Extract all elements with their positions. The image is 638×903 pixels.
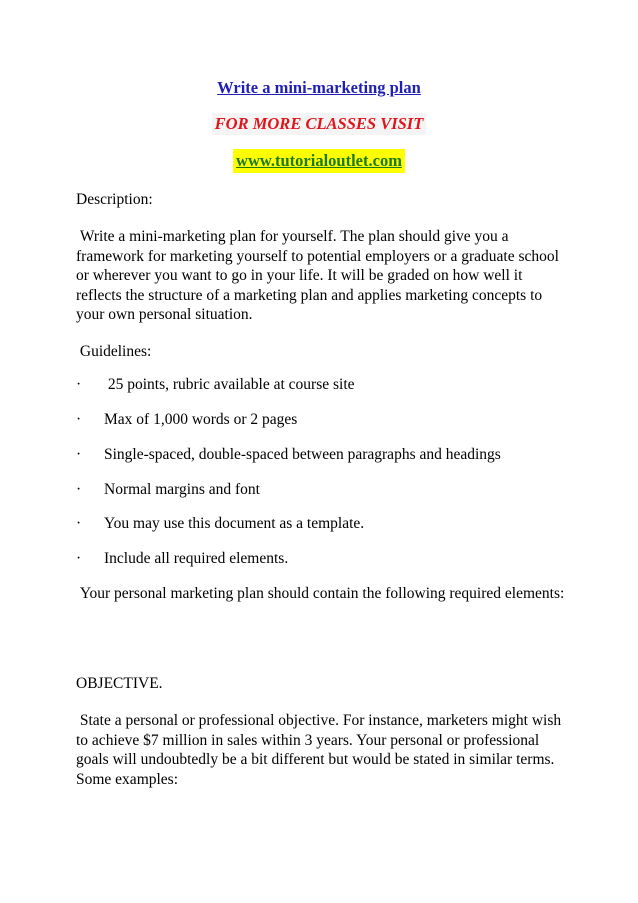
guideline-item: Include all required elements. bbox=[104, 550, 289, 567]
guideline-item: Normal margins and font bbox=[104, 481, 260, 498]
bullet-marker: · bbox=[76, 550, 82, 567]
guideline-item: You may use this document as a template. bbox=[104, 515, 365, 532]
bullet-marker: · bbox=[76, 446, 82, 463]
description-text: Write a mini-marketing plan for yourself. The plan should give you a framework for marketing yourself to potential employers or a graduate school or wherever you want to go in your life. It will be graded on how well it reflects the structure of a marketing plan and applies marketing concepts to your own personal situation. bbox=[76, 228, 563, 323]
description-label: Description: bbox=[76, 191, 153, 208]
guidelines-label: Guidelines: bbox=[76, 343, 152, 360]
website-banner bbox=[0, 149, 638, 173]
guideline-item: Max of 1,000 words or 2 pages bbox=[104, 411, 298, 428]
guideline-item: Single-spaced, double-spaced between paragraphs and headings bbox=[104, 446, 501, 463]
bullet-marker: · bbox=[76, 515, 82, 532]
promo-banner bbox=[0, 113, 638, 135]
required-elements-text: Your personal marketing plan should contain the following required elements: bbox=[76, 585, 565, 602]
bullet-marker: · bbox=[76, 481, 82, 498]
promo-text: FOR MORE CLASSES VISIT bbox=[212, 113, 427, 135]
objective-heading: OBJECTIVE. bbox=[76, 675, 163, 692]
guideline-item: 25 points, rubric available at course site bbox=[104, 376, 355, 393]
bullet-marker: · bbox=[76, 376, 82, 393]
website-link[interactable]: www.tutorialoutlet.com bbox=[233, 149, 405, 173]
objective-text: State a personal or professional objective. For instance, marketers might wish to achieve $7 million in sales within 3 years. Your personal or professional goals will undoubtedly be a bit different but would be stated in similar terms. Some examples: bbox=[76, 712, 565, 788]
bullet-marker: · bbox=[76, 411, 82, 428]
document-title: Write a mini-marketing plan bbox=[217, 78, 421, 97]
